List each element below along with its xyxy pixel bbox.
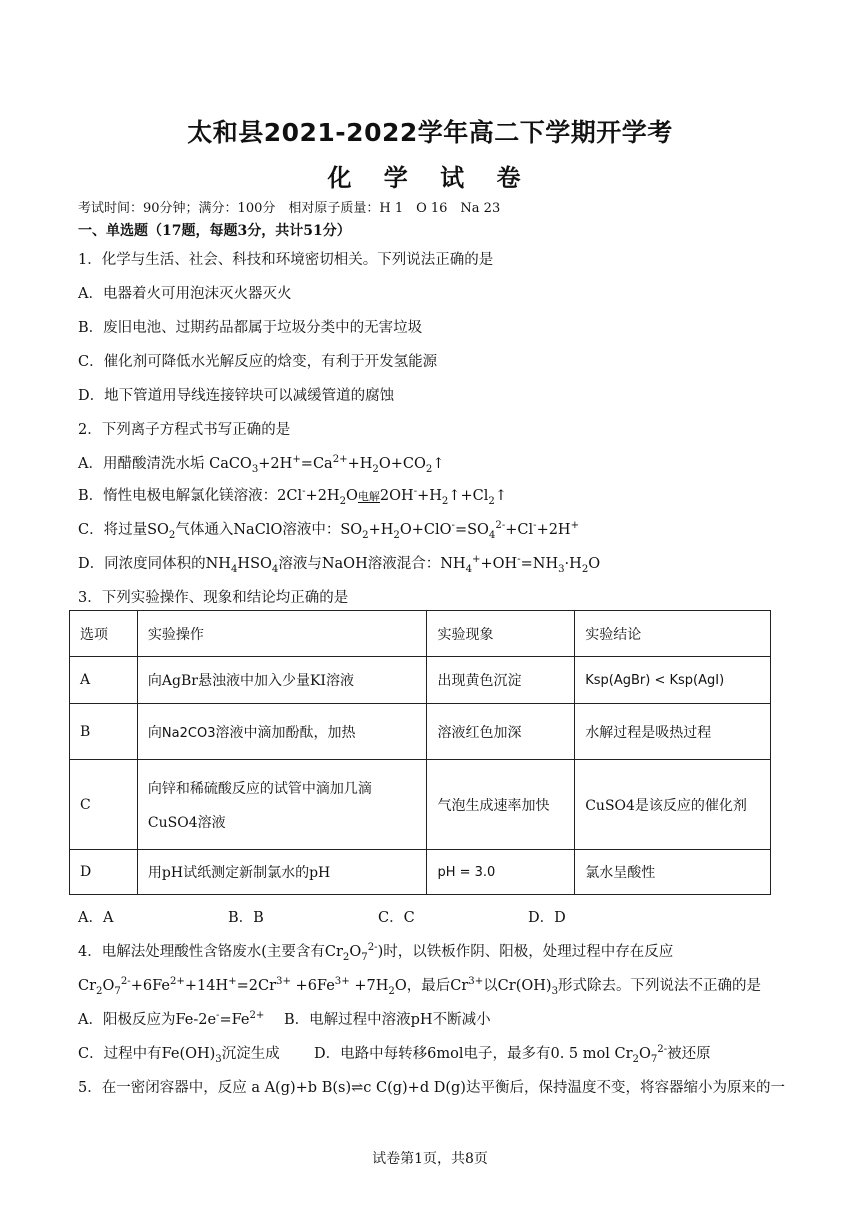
q4-stem: 4．电解法处理酸性含铬废水(主要含有$Cr_2O_7^{2-}$)时，以铁板作阴、阳极，处理过程中存在反应 bbox=[78, 942, 674, 963]
q4-line2-tail: 形式除去。下列说法不正确的是 bbox=[558, 978, 762, 994]
electrolysis-condition: 电解 bbox=[357, 490, 380, 503]
q3-option-b: B．B bbox=[228, 910, 264, 926]
phenomenon-cell: pH = 3.0 bbox=[427, 850, 575, 895]
q4-line2-post: ，最后Cr bbox=[406, 978, 469, 994]
q2-option-b: B．惰性电极电解氯化镁溶液：$2Cl^-+2H_2O$电解$2OH^-+H_2↑+Cl_2↑$ bbox=[78, 486, 507, 507]
table-row bbox=[70, 760, 771, 850]
q2-option-d: D．同浓度同体积的$NH_4HSO_4$溶液与NaOH溶液混合：$NH_4^++OH^-=NH_3\cdot H_2O$ bbox=[78, 554, 601, 575]
option-cell: C bbox=[70, 760, 138, 850]
q3-stem: 3．下列实验操作、现象和结论均正确的是 bbox=[78, 590, 349, 606]
q3-option-c: C．C bbox=[378, 910, 415, 926]
q4-d-post: 被还原 bbox=[667, 1046, 711, 1062]
q4-stem-pre: 4．电解法处理酸性含铬废水(主要含有Cr bbox=[78, 944, 343, 960]
header-cell: 实验结论 bbox=[575, 611, 771, 657]
operation-cell bbox=[137, 704, 427, 760]
q2-c-text: C．将过量SO bbox=[78, 522, 169, 538]
chemical-formula: Na2CO3 bbox=[161, 725, 216, 741]
q4-reaction: $Cr_2O_7^{2-}+6Fe^{2+}+14H^+=2Cr^{3+} +6Fe^{3+} +7H_2O$，最后$Cr^{3+}$以$Cr(OH)_3$形式除去。下列说法不正确的是 bbox=[78, 976, 762, 997]
q5-stem bbox=[78, 1076, 785, 1097]
q2-b-text: B．惰性电极电解氯化镁溶液： bbox=[78, 488, 278, 504]
q4-option-c: C．过程中有$Fe(OH)_3$沉淀生成 bbox=[78, 1046, 280, 1065]
q2-c-mid: 气体通入NaClO溶液中： bbox=[175, 522, 341, 538]
table-row bbox=[70, 657, 771, 704]
conclusion-cell: CuSO4是该反应的催化剂 bbox=[575, 760, 771, 850]
q1-option-b: B．废旧电池、过期药品都属于垃圾分类中的无害垃圾 bbox=[78, 320, 423, 336]
operation-cell: 用pH试纸测定新制氯水的pH bbox=[137, 850, 427, 895]
q4-d-text: D．电路中每转移6mol电子，最多有0. 5 mol Cr bbox=[314, 1046, 633, 1062]
experiment-table bbox=[69, 610, 771, 895]
option-cell: A bbox=[70, 657, 138, 704]
operation-line-2: CuSO4溶液 bbox=[147, 814, 226, 831]
q4-a-text: A．阳极反应为Fe-2e bbox=[78, 1012, 217, 1028]
q4-c-post: 沉淀生成 bbox=[221, 1046, 280, 1062]
q2-d-mid: HSO bbox=[237, 556, 272, 572]
operation-suffix: 溶液中滴加酚酞，加热 bbox=[215, 724, 356, 741]
exam-title: 太和县2021-2022学年高二下学期开学考 bbox=[187, 118, 673, 147]
q5-stem-post: c C(g)+d D(g)达平衡后，保持温度不变，将容器缩小为原来的一 bbox=[363, 1080, 785, 1096]
exam-subtitle: 化 学 试 卷 bbox=[327, 164, 533, 192]
header-cell: 实验现象 bbox=[427, 611, 575, 657]
q2-stem: 2．下列离子方程式书写正确的是 bbox=[78, 422, 291, 438]
q4-option-a: A．阳极反应为$Fe-2e^-=Fe^{2+}$ bbox=[78, 1010, 265, 1028]
option-cell: B bbox=[70, 704, 138, 760]
q1-option-c: C．催化剂可降低水光解反应的焓变，有利于开发氢能源 bbox=[78, 354, 438, 370]
q2-d-text: D．同浓度同体积的NH bbox=[78, 556, 231, 572]
q3-option-a: A．A bbox=[78, 910, 114, 926]
q4-option-b: B．电解过程中溶液pH不断减小 bbox=[284, 1012, 491, 1028]
table-row bbox=[70, 850, 771, 895]
q2-option-c: C．将过量$SO_2$气体通入NaClO溶液中：$SO_2+H_2O+ClO^-=SO_4^{2-}+Cl^-+2H^+$ bbox=[78, 520, 580, 541]
q2-a-text: A．用醋酸清洗水垢 bbox=[78, 456, 210, 472]
operation-cell: 向AgBr悬浊液中加入少量KI溶液 bbox=[137, 657, 427, 704]
q2-d-mid2: 溶液与NaOH溶液混合： bbox=[278, 556, 441, 572]
operation-cell bbox=[137, 760, 427, 850]
q1-stem: 1．化学与生活、社会、科技和环境密切相关。下列说法正确的是 bbox=[78, 252, 494, 268]
header-cell: 实验操作 bbox=[137, 611, 427, 657]
q1-option-d: D．地下管道用导线连接锌块可以减缓管道的腐蚀 bbox=[78, 388, 395, 404]
q4-stem-post: )时，以铁板作阴、阳极，处理过程中存在反应 bbox=[377, 944, 674, 960]
q1-option-a: A．电器着火可用泡沫灭火器灭火 bbox=[78, 286, 292, 302]
conclusion-cell: 水解过程是吸热过程 bbox=[575, 704, 771, 760]
exam-info: 考试时间：90分钟；满分：100分 相对原子质量：H 1 O 16 Na 23 bbox=[78, 201, 501, 216]
q4-c-text: C．过程中有Fe(OH) bbox=[78, 1046, 216, 1062]
operation-prefix: 向 bbox=[147, 724, 162, 741]
table-row bbox=[70, 704, 771, 760]
header-cell: 选项 bbox=[70, 611, 138, 657]
conclusion-cell: Ksp(AgBr) < Ksp(AgI) bbox=[575, 657, 771, 704]
q3-option-d: D．D bbox=[528, 910, 566, 926]
q4-line2-end: 以Cr(OH) bbox=[483, 978, 552, 994]
table-header-row bbox=[70, 611, 771, 657]
conclusion-cell: 氯水呈酸性 bbox=[575, 850, 771, 895]
operation-line-1: 向锌和稀硫酸反应的试管中滴加几滴 bbox=[147, 780, 372, 797]
q4-option-d: D．电路中每转移6mol电子，最多有0. 5 mol $Cr_2O_7^{2-}$被还原 bbox=[314, 1044, 711, 1065]
phenomenon-cell: 溶液红色加深 bbox=[427, 704, 575, 760]
option-cell: D bbox=[70, 850, 138, 895]
q2-option-a: A．用醋酸清洗水垢 $CaCO_3+2H^+=Ca^{2+}+H_2O+CO_2↑$ bbox=[78, 454, 445, 475]
section-heading: 一、单选题（17题，每题3分，共计51分） bbox=[78, 223, 351, 239]
phenomenon-cell: 出现黄色沉淀 bbox=[427, 657, 575, 704]
page-footer: 试卷第1页，共8页 bbox=[372, 1151, 488, 1167]
equilibrium-arrow: ⇌ bbox=[351, 1080, 364, 1096]
phenomenon-cell: 气泡生成速率加快 bbox=[427, 760, 575, 850]
q5-stem-pre: 5．在一密闭容器中，反应 a A(g)+b B(s) bbox=[78, 1080, 352, 1096]
